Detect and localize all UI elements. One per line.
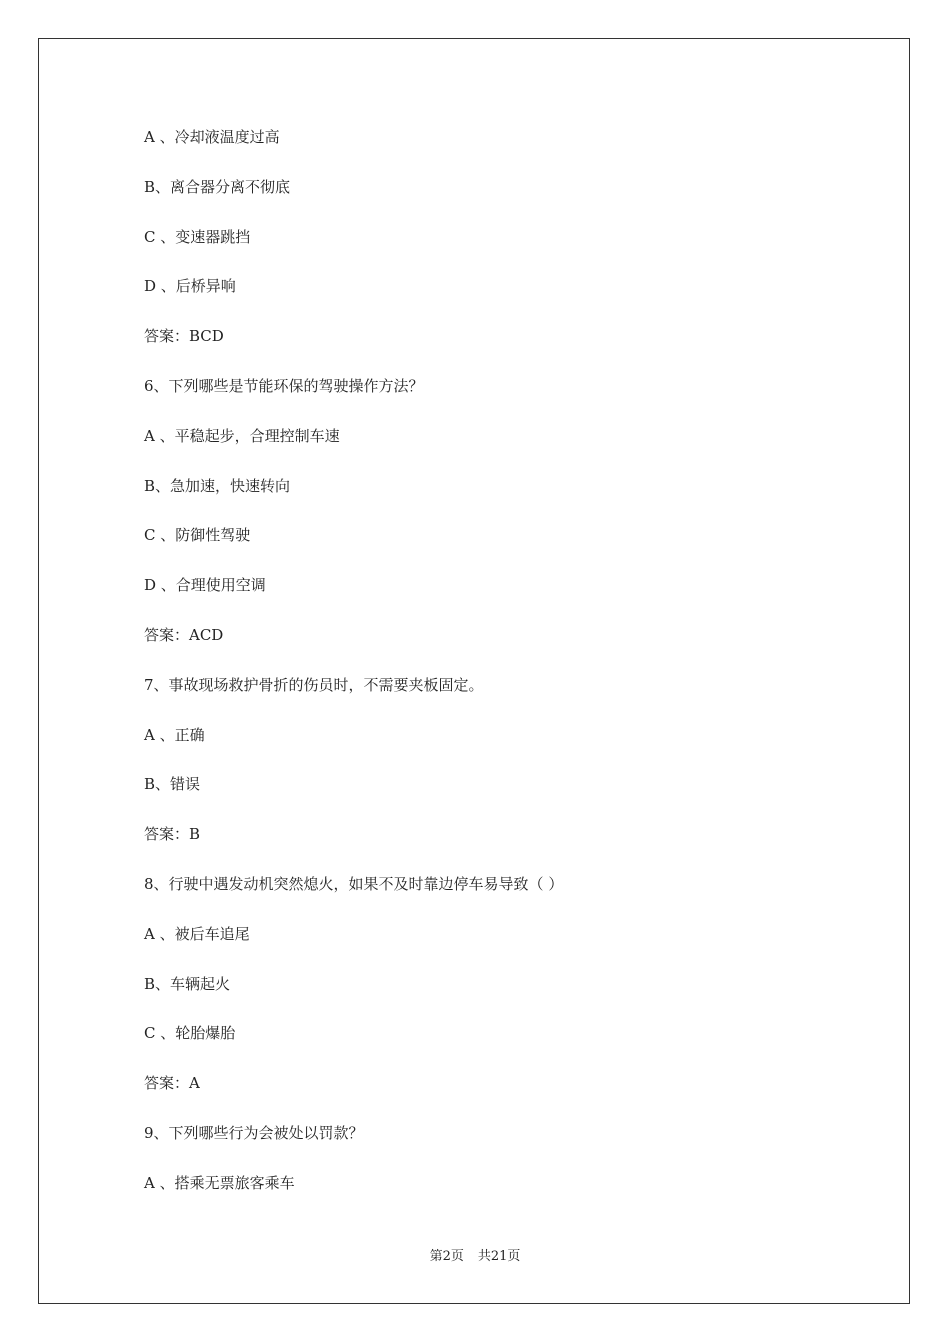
option-line: B、车辆起火 [144, 974, 231, 993]
answer-line: 答案：BCD [144, 327, 224, 346]
question-line: 8、行驶中遇发动机突然熄火，如果不及时靠边停车易导致（ ） [144, 874, 564, 893]
answer-line: 答案：B [144, 825, 201, 844]
option-line: C 、防御性驾驶 [144, 526, 251, 545]
question-line: 9、下列哪些行为会被处以罚款？ [144, 1123, 364, 1142]
page-number: 第2页 [429, 1249, 464, 1264]
option-line: A 、正确 [144, 725, 205, 744]
option-line: A 、冷却液温度过高 [144, 128, 280, 146]
answer-line: 答案：A [144, 1074, 200, 1093]
option-line: D 、合理使用空调 [144, 576, 266, 595]
option-line: A 、被后车追尾 [144, 924, 250, 943]
answer-line: 答案：ACD [144, 625, 224, 644]
option-line: A 、平稳起步，合理控制车速 [144, 426, 340, 445]
page-footer [0, 1248, 950, 1266]
option-line: B、急加速，快速转向 [144, 476, 291, 495]
option-line: B、错误 [144, 775, 201, 794]
option-line: B、离合器分离不彻底 [144, 177, 291, 196]
document-body [144, 125, 844, 1221]
page-total: 共21页 [477, 1249, 521, 1264]
option-line: C 、变速器跳挡 [144, 227, 251, 246]
question-line: 7、事故现场救护骨折的伤员时，不需要夹板固定。 [144, 675, 484, 694]
option-line: D 、后桥异响 [144, 277, 236, 296]
option-line: A 、搭乘无票旅客乘车 [144, 1173, 295, 1192]
option-line: C 、轮胎爆胎 [144, 1024, 236, 1043]
question-line: 6、下列哪些是节能环保的驾驶操作方法？ [144, 376, 424, 395]
